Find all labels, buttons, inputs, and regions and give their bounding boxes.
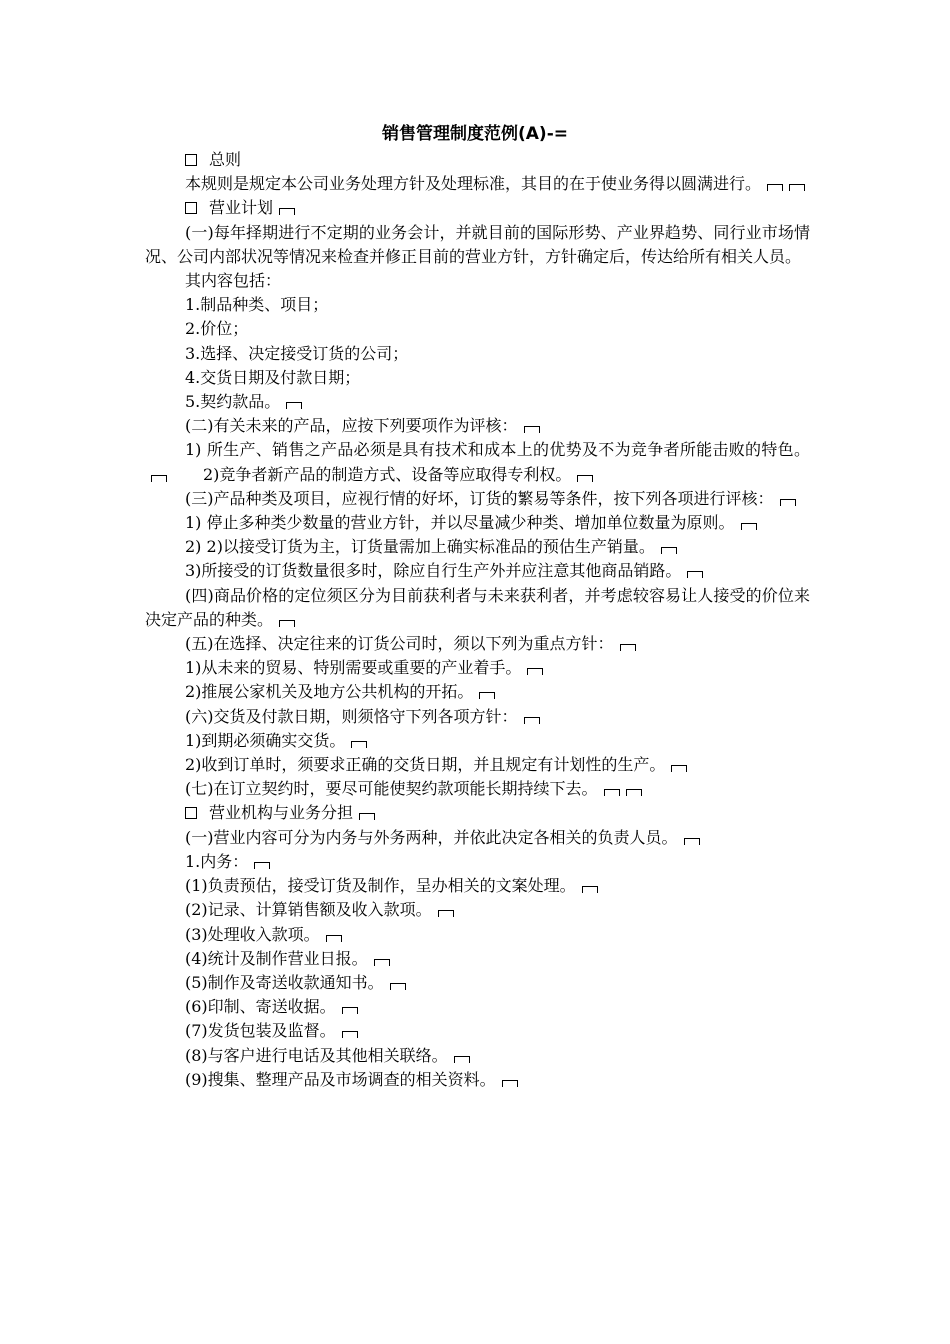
paragraph-mark-icon <box>342 1031 358 1038</box>
list-item: 4.交货日期及付款日期； <box>185 367 361 387</box>
paragraph-mark-icon <box>326 935 342 942</box>
list-item: (1)负责预估，接受订货及制作，呈办相关的文案处理。 <box>145 874 810 898</box>
paragraph-mark-icon <box>767 184 783 191</box>
paragraph-mark-icon <box>661 547 677 554</box>
paragraph-mark-icon <box>454 1056 470 1063</box>
paragraph-mark-icon <box>279 620 295 627</box>
paragraph-mark-icon <box>582 886 598 893</box>
paragraph-mark-icon <box>342 1007 358 1014</box>
list-item: (4)统计及制作营业日报。 <box>145 947 810 971</box>
paragraph: 3)所接受的订货数量很多时，除应自行生产外并应注意其他商品销路。 <box>145 559 810 583</box>
checkbox-square-icon <box>185 202 197 214</box>
list-item: (8)与客户进行电话及其他相关联络。 <box>145 1044 810 1068</box>
paragraph: (四)商品价格的定位须区分为目前获利者与未来获利者，并考虑较容易让人接受的价位来决定产品的种类。 <box>145 585 810 629</box>
paragraph-mark-icon <box>684 838 700 845</box>
checkbox-square-icon <box>185 807 197 819</box>
paragraph: 1)从未来的贸易、特别需要或重要的产业着手。 <box>145 656 810 680</box>
paragraph: (七)在订立契约时，要尽可能使契约款项能长期持续下去。 <box>145 777 810 801</box>
paragraph-mark-icon <box>438 910 454 917</box>
paragraph: 1) 所生产、销售之产品必须是具有技术和成本上的优势及不为竞争者所能击败的特色。2)竞争者新产品的制造方式、设备等应取得专利权。 <box>145 438 810 486</box>
paragraph: 其内容包括： <box>185 271 282 291</box>
paragraph-mark-icon <box>620 644 636 651</box>
paragraph-mark-icon <box>741 523 757 530</box>
paragraph: (一)每年择期进行不定期的业务会计，并就目前的国际形势、产业界趋势、同行业市场情况、公司内部状况等情况来检查并修正目前的营业方针，方针确定后，传达给所有相关人员。 <box>145 222 810 266</box>
paragraph: (二)有关未来的产品，应按下列要项作为评核： <box>145 414 810 438</box>
paragraph-mark-icon <box>390 983 406 990</box>
section-heading: 营业计划 <box>145 196 810 220</box>
paragraph: 本规则是规定本公司业务处理方针及处理标准，其目的在于使业务得以圆满进行。 <box>145 172 810 196</box>
paragraph-mark-icon <box>524 426 540 433</box>
document-body <box>145 148 810 1092</box>
paragraph-mark-icon <box>524 717 540 724</box>
paragraph-mark-icon <box>279 208 295 215</box>
paragraph: 1) 停止多种类少数量的营业方针，并以尽量减少种类、增加单位数量为原则。 <box>145 511 810 535</box>
paragraph: (一)营业内容可分为内务与外务两种，并依此决定各相关的负责人员。 <box>145 826 810 850</box>
list-item: (7)发货包装及监督。 <box>145 1019 810 1043</box>
list-item: (5)制作及寄送收款通知书。 <box>145 971 810 995</box>
paragraph-mark-icon <box>671 765 687 772</box>
paragraph-mark-icon <box>254 862 270 869</box>
paragraph-mark-icon <box>374 959 390 966</box>
paragraph: (五)在选择、决定往来的订货公司时，须以下列为重点方针： <box>145 632 810 656</box>
section-heading: 总则 <box>145 148 810 172</box>
document-title: 销售管理制度范例(A)-= <box>382 124 568 144</box>
list-item: (3)处理收入款项。 <box>145 923 810 947</box>
paragraph: 2)收到订单时，须要求正确的交货日期，并且规定有计划性的生产。 <box>145 753 810 777</box>
section-heading: 营业机构与业务分担 <box>145 801 810 825</box>
paragraph-mark-icon <box>789 184 805 191</box>
paragraph: 2)推展公家机关及地方公共机构的开拓。 <box>145 680 810 704</box>
paragraph-mark-icon <box>780 499 796 506</box>
paragraph-mark-icon <box>577 475 593 482</box>
list-item: (2)记录、计算销售额及收入款项。 <box>145 898 810 922</box>
paragraph-mark-icon <box>604 789 620 796</box>
checkbox-square-icon <box>185 154 197 166</box>
paragraph-mark-icon <box>151 475 167 482</box>
paragraph: 2) 2)以接受订货为主，订货量需加上确实标准品的预估生产销量。 <box>145 535 810 559</box>
list-item: 3.选择、决定接受订货的公司； <box>185 343 409 363</box>
list-item: 5.契约款品。 <box>145 390 810 414</box>
paragraph-mark-icon <box>359 813 375 820</box>
paragraph: (六)交货及付款日期，则须恪守下列各项方针： <box>145 705 810 729</box>
list-item: 1.制品种类、项目； <box>185 295 329 315</box>
list-item: (9)搜集、整理产品及市场调查的相关资料。 <box>145 1068 810 1092</box>
paragraph: 1.内务： <box>145 850 810 874</box>
list-item: 2.价位； <box>185 319 249 339</box>
paragraph-mark-icon <box>502 1080 518 1087</box>
paragraph-mark-icon <box>479 692 495 699</box>
paragraph-mark-icon <box>626 789 642 796</box>
paragraph-mark-icon <box>527 668 543 675</box>
paragraph-mark-icon <box>286 402 302 409</box>
paragraph-mark-icon <box>687 571 703 578</box>
paragraph: (三)产品种类及项目，应视行情的好坏，订货的繁易等条件，按下列各项进行评核： <box>145 487 810 511</box>
list-item: (6)印制、寄送收据。 <box>145 995 810 1019</box>
paragraph-mark-icon <box>351 741 367 748</box>
paragraph: 1)到期必须确实交货。 <box>145 729 810 753</box>
